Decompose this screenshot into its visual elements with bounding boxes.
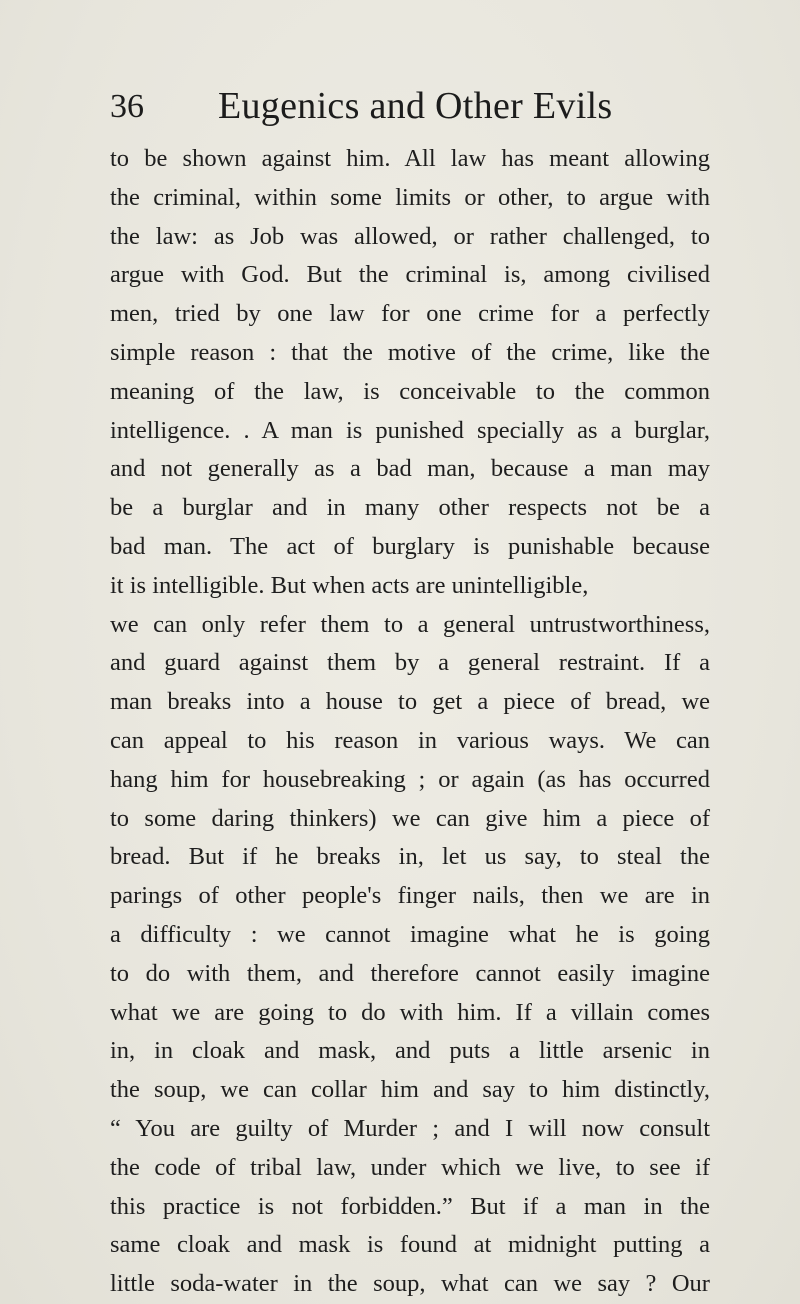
- page-number: 36: [110, 88, 144, 125]
- book-page: 36 Eugenics and Other Evils to be shown against him. All law has meant allowing the criminal, within some limits or other, to argue with the law: as Job was allowed, or rather challenged, to argue with God. But the criminal is, among civilised men, tried by one law for one crime for a perfectly simple reason : that the motive of the crime, like the meaning of the law, is conceivable to the common intelligence. . A man is punished specially as a burglar, and not generally as a bad man, because a man may be a burglar and in many other respects not be a bad man. The act of burglary is punishable because it is intelligible. But when acts are unintelligible, we can only refer them to a general untrustworthiness, and guard against them by a general restraint. If a man breaks into a house to get a piece of bread, we can appeal to his reason in various ways. We can hang him for housebreaking ; or again (as has occurred to some daring thinkers) we can give him a piece of bread. But if he breaks in, let us say, to steal the parings of other people's finger nails, then we are in a difficulty : we cannot imagine what he is going to do with them, and therefore cannot easily imagine what we are going to do with him. If a villain comes in, in cloak and mask, and puts a little arsenic in the soup, we can collar him and say to him distinctly, “ You are guilty of Murder ; and I will now consult the code of tribal law, under which we live, to see if this practice is not forbidden.” But if a man in the same cloak and mask is found at midnight putting a little soda-water in the soup, what can we say ? Our: [0, 0, 800, 1304]
- page-header: [110, 84, 670, 134]
- running-head: Eugenics and Other Evils: [218, 85, 613, 127]
